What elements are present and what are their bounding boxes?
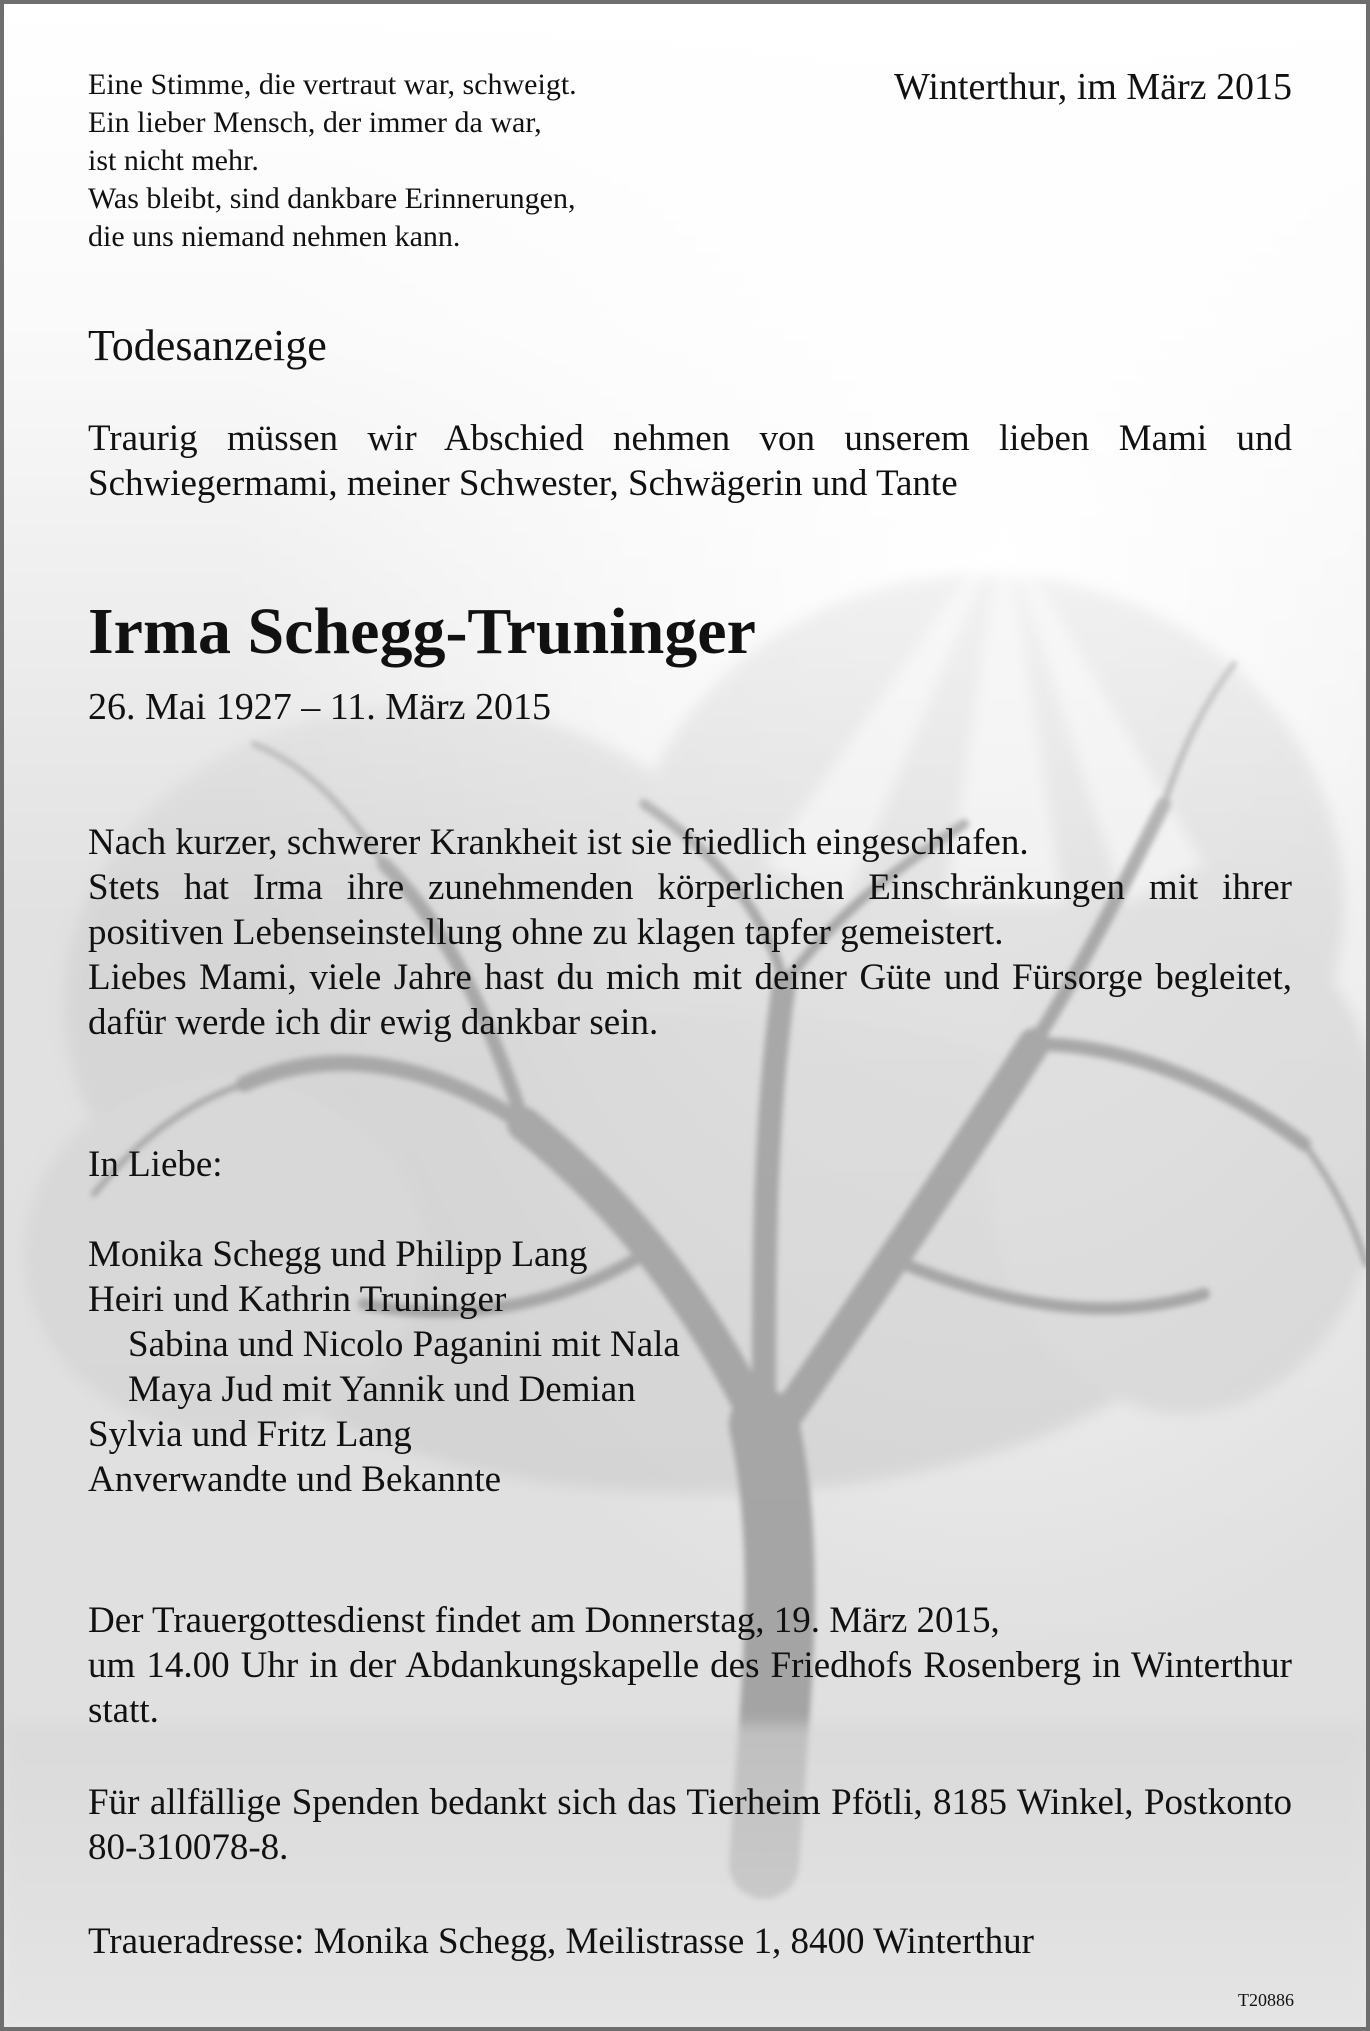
poem-line: Was bleibt, sind dankbare Erinnerungen, — [88, 182, 576, 215]
mourner-item: Maya Jud mit Yannik und Demian — [128, 1369, 636, 1410]
donation-note: Für allfällige Spenden bedankt sich das Tierheim Pfötli, 8185 Winkel, Postkonto 80-310078-8. — [88, 1782, 1292, 1868]
mourner-item: Anverwandte und Bekannte — [88, 1459, 502, 1500]
service-line: Der Trauergottesdienst findet am Donnerstag, 19. März 2015, — [88, 1600, 1000, 1641]
mourner-item: Heiri und Kathrin Truninger — [88, 1279, 507, 1320]
mourner-item: Monika Schegg und Philipp Lang — [88, 1234, 588, 1275]
mourner-item: Sabina und Nicolo Paganini mit Nala — [128, 1324, 680, 1365]
in-liebe-label: In Liebe: — [88, 1144, 223, 1185]
body-line: Nach kurzer, schwerer Krankheit ist sie friedlich eingeschlafen. — [88, 822, 1029, 863]
poem-line: die uns niemand nehmen kann. — [88, 220, 461, 253]
poem-line: ist nicht mehr. — [88, 144, 259, 177]
page-title: Todesanzeige — [88, 321, 327, 370]
intro-text: Traurig müssen wir Abschied nehmen von unserem lieben Mami und Schwiegermami, meiner Schwester, Schwägerin und Tante — [88, 418, 1292, 504]
funeral-service-info — [88, 1598, 1292, 1733]
mourner-item: Sylvia und Fritz Lang — [88, 1414, 412, 1455]
poem-line: Eine Stimme, die vertraut war, schweigt. — [88, 68, 577, 101]
deceased-name: Irma Schegg-Truninger — [88, 595, 756, 668]
place-date: Winterthur, im März 2015 — [894, 66, 1292, 108]
body-paragraph: Liebes Mami, viele Jahre hast du mich mit deiner Güte und Fürsorge begleitet, dafür werde ich dir ewig dankbar sein. — [88, 957, 1292, 1043]
mourning-address: Traueradresse: Monika Schegg, Meilistrasse 1, 8400 Winterthur — [88, 1921, 1034, 1962]
poem-line: Ein lieber Mensch, der immer da war, — [88, 106, 542, 139]
poem — [88, 66, 788, 256]
ad-reference-code: T20886 — [1238, 1990, 1294, 2010]
service-details: um 14.00 Uhr in der Abdankungskapelle des Friedhofs Rosenberg in Winterthur statt. — [88, 1645, 1292, 1731]
obituary-content — [88, 4, 1292, 2027]
mourners-list — [88, 1232, 680, 1502]
body-paragraph: Stets hat Irma ihre zunehmenden körperlichen Einschränkungen mit ihrer positiven Lebenseinstellung ohne zu klagen tapfer gemeistert. — [88, 867, 1292, 953]
life-dates: 26. Mai 1927 – 11. März 2015 — [88, 686, 551, 728]
obituary-body — [88, 820, 1292, 1045]
